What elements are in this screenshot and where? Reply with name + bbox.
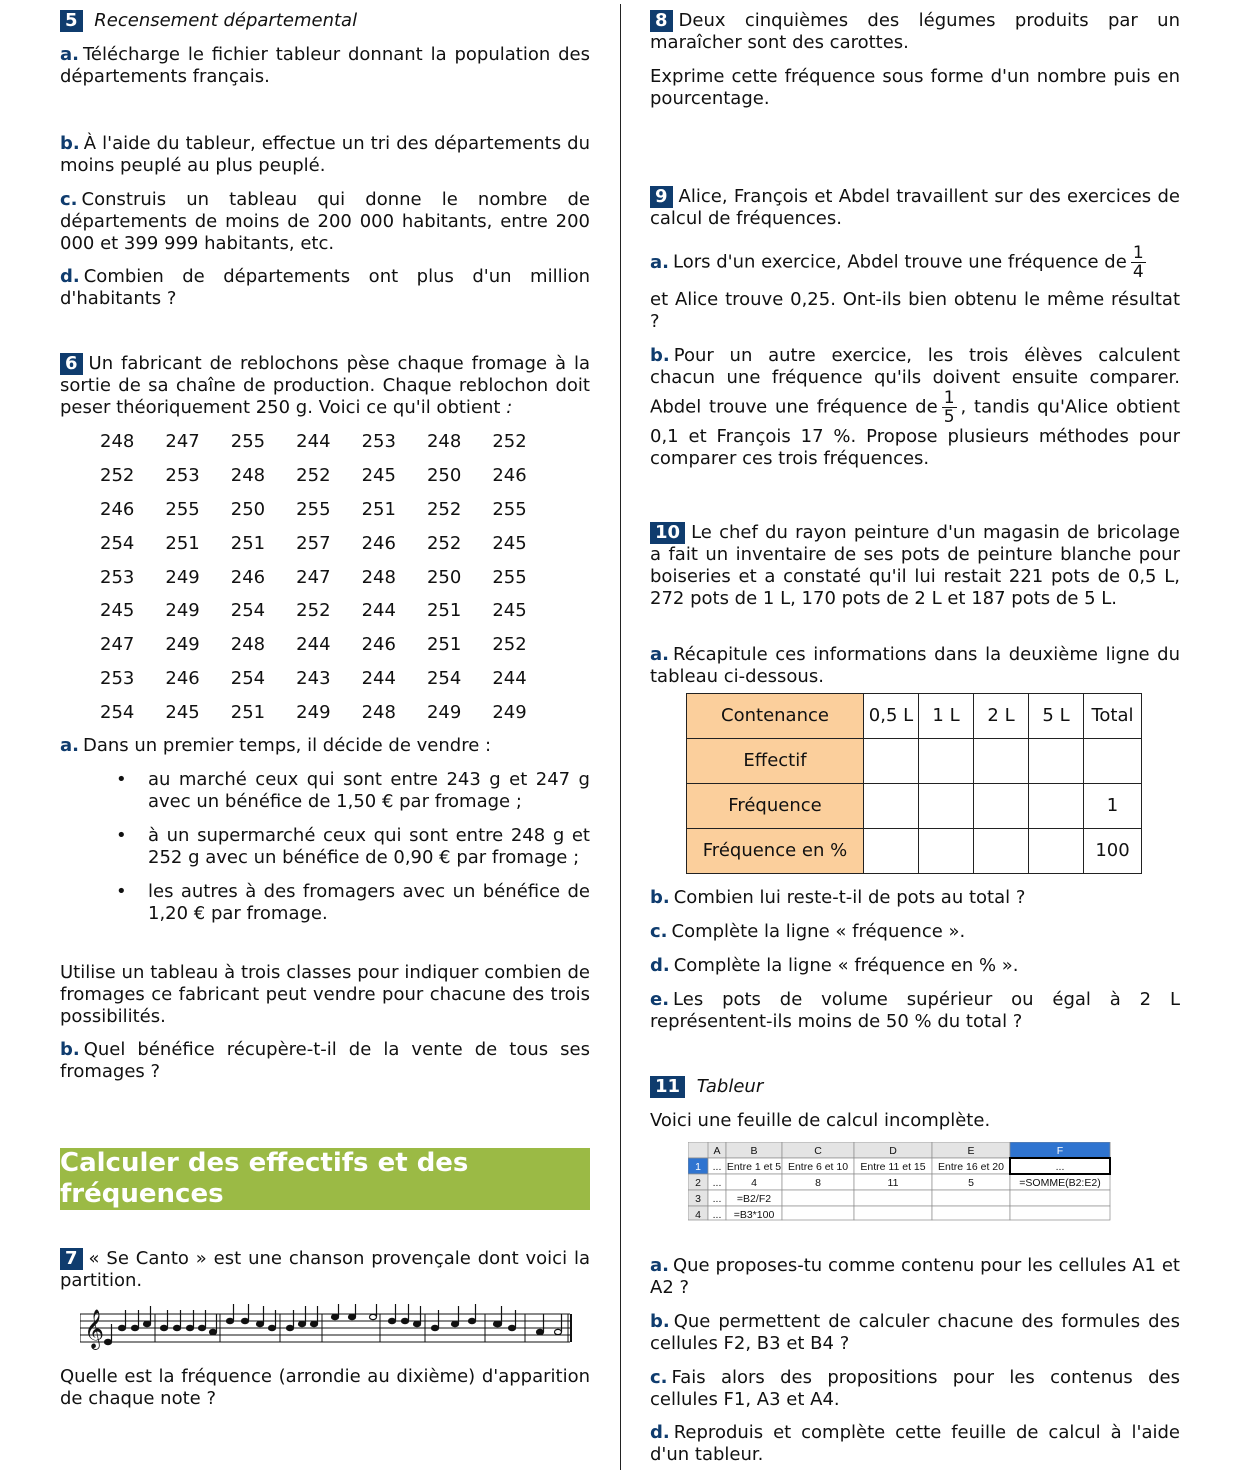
weight-cell: 255 [492, 498, 527, 520]
weight-cell: 248 [230, 464, 266, 486]
weight-cell: 248 [230, 634, 266, 656]
spreadsheet [688, 1142, 1148, 1222]
weight-cell: 247 [165, 431, 200, 452]
weight-cell: 254 [100, 702, 135, 724]
table-cell [919, 739, 974, 784]
table-cell: 1 [1084, 784, 1142, 829]
exercise-10-part-d: d. Complète la ligne « fréquence en % ». [650, 955, 1019, 976]
weight-cell: 244 [361, 600, 396, 622]
row-header: Contenance [687, 694, 864, 739]
exercise-5-part-a: a. Télécharge le fichier tableur donnant la population des départements français. [60, 44, 590, 87]
sheet-column-label: C [814, 1145, 822, 1157]
weight-cell: 255 [230, 431, 266, 452]
weight-cell: 252 [100, 464, 135, 486]
table-cell [1029, 739, 1084, 784]
weight-cell: 248 [100, 431, 135, 452]
weight-cell: 253 [361, 431, 396, 452]
column-header: 1 L [919, 694, 974, 739]
sales-options-list [60, 769, 590, 925]
weight-cell: 247 [100, 634, 135, 656]
sheet-cell [932, 1190, 1010, 1206]
sheet-cell [1010, 1206, 1110, 1220]
weight-cell: 252 [296, 464, 331, 486]
svg-text:𝄞: 𝄞 [84, 1309, 105, 1349]
weight-cell: 250 [426, 464, 462, 486]
sheet-row-label: 2 [695, 1177, 701, 1189]
weight-cell: 246 [361, 634, 396, 656]
exercise-7-intro: 7 « Se Canto » est une chanson provençale dont voici la partition. [60, 1248, 590, 1291]
exercise-title: Tableur [696, 1076, 764, 1097]
exercise-11-header [650, 1076, 1180, 1098]
sheet-row-label: 4 [695, 1209, 701, 1221]
list-item: • à un supermarché ceux qui sont entre 248 g et 252 g avec un bénéfice de 0,90 € par fromage ; [116, 825, 590, 868]
table-row [687, 784, 1142, 829]
sheet-cell-value: ... [712, 1209, 722, 1221]
weight-cell: 251 [426, 600, 462, 622]
exercise-5-header [60, 10, 590, 32]
sheet-column-label: D [889, 1145, 897, 1157]
sheet-cell-value: ... [1055, 1161, 1065, 1173]
weight-cell: 247 [296, 566, 331, 588]
weight-cell: 252 [426, 498, 462, 520]
weight-cell: 249 [426, 702, 462, 724]
exercise-6-intro: 6 Un fabricant de reblochons pèse chaque fromage à la sortie de sa chaîne de production. Chaque reblochon doit peser théoriquement 250 g. Voici ce qu'il obtient : [60, 353, 590, 418]
table-row [687, 739, 1142, 784]
exercise-number: 10 [650, 522, 685, 544]
weight-cell: 255 [296, 498, 331, 520]
sheet-column-label: E [967, 1145, 975, 1157]
row-header: Effectif [687, 739, 864, 784]
exercise-8-question: Exprime cette fréquence sous forme d'un nombre puis en pourcentage. [650, 66, 1180, 109]
weight-cell: 245 [492, 600, 527, 622]
table-cell [919, 784, 974, 829]
weight-cell: 245 [165, 702, 200, 724]
sheet-cell [782, 1206, 854, 1220]
weight-cell: 249 [492, 702, 527, 724]
weight-cell: 244 [492, 668, 527, 690]
sheet-cell-value: ... [712, 1161, 722, 1173]
column-header: 0,5 L [864, 694, 919, 739]
weight-cell: 249 [165, 634, 200, 656]
exercise-number: 5 [60, 10, 83, 32]
weight-cell: 246 [361, 532, 396, 554]
weight-cell: 252 [492, 431, 527, 452]
table-row [687, 829, 1142, 874]
weight-cell: 255 [492, 566, 527, 588]
sheet-cell-value: Entre 11 et 15 [860, 1161, 926, 1173]
sheet-column-label: B [750, 1145, 758, 1157]
weight-cell: 251 [165, 532, 200, 554]
weight-cell: 249 [296, 702, 331, 724]
sheet-cell-value: 8 [815, 1177, 821, 1189]
weight-cell: 252 [426, 532, 462, 554]
weight-cell: 248 [361, 566, 396, 588]
exercise-number: 7 [60, 1248, 83, 1270]
music-score [80, 1304, 592, 1354]
exercise-7-question: Quelle est la fréquence (arrondie au dixième) d'apparition de chaque note ? [60, 1366, 590, 1409]
table-cell [864, 784, 919, 829]
weight-cell: 245 [492, 532, 527, 554]
sheet-column-label: F [1056, 1145, 1064, 1157]
exercise-number: 11 [650, 1076, 685, 1098]
paint-table [686, 693, 1142, 874]
table-cell [974, 829, 1029, 874]
exercise-6-part-b: b. Quel bénéfice récupère-t-il de la vente de tous ses fromages ? [60, 1039, 590, 1082]
sheet-cell [854, 1206, 932, 1220]
weight-cell: 251 [426, 634, 462, 656]
weight-cell: 245 [361, 464, 396, 486]
exercise-11-part-d: d. Reproduis et complète cette feuille de calcul à l'aide d'un tableur. [650, 1422, 1180, 1465]
column-divider [620, 4, 621, 1470]
table-cell [974, 784, 1029, 829]
exercise-9-part-a: a. Lors d'un exercice, Abdel trouve une fréquence de $\frac{1}{4}$ [650, 243, 1144, 282]
sheet-row-label: 3 [695, 1193, 701, 1205]
list-item: • les autres à des fromagers avec un bénéfice de 1,20 € par fromage. [116, 881, 590, 924]
weight-cell: 254 [426, 668, 462, 690]
weight-cell: 248 [426, 431, 462, 452]
weight-cell: 246 [165, 668, 200, 690]
weights-table [100, 431, 558, 736]
exercise-9-part-a-cont: et Alice trouve 0,25. Ont-ils bien obtenu le même résultat ? [650, 289, 1180, 332]
weight-cell: 253 [165, 464, 200, 486]
table-row [687, 694, 1142, 739]
table-cell [919, 829, 974, 874]
fraction: $\frac{1}{4}$ [1132, 243, 1144, 282]
exercise-10-part-c: c. Complète la ligne « fréquence ». [650, 921, 966, 942]
sheet-column-label: A [713, 1145, 721, 1157]
exercise-9-intro: 9 Alice, François et Abdel travaillent sur des exercices de calcul de fréquences. [650, 186, 1180, 229]
sheet-cell-value: Entre 6 et 10 [787, 1161, 849, 1173]
sheet-cell-value: =SOMME(B2:E2) [1019, 1177, 1101, 1189]
sheet-cell-value: 4 [751, 1177, 757, 1189]
exercise-5-part-d: d. Combien de départements ont plus d'un million d'habitants ? [60, 266, 590, 309]
sheet-cell-value: 5 [968, 1177, 974, 1189]
weight-cell: 249 [165, 566, 200, 588]
sheet-cell-value: Entre 16 et 20 [938, 1161, 1004, 1173]
weight-cell: 244 [361, 668, 396, 690]
exercise-11-part-c: c. Fais alors des propositions pour les contenus des cellules F1, A3 et A4. [650, 1367, 1180, 1410]
weight-cell: 251 [361, 498, 396, 520]
exercise-6-conclusion: Utilise un tableau à trois classes pour indiquer combien de fromages ce fabricant peut vendre pour chacune des trois possibilités. [60, 962, 590, 1027]
table-cell [864, 829, 919, 874]
exercise-11-part-a: a. Que proposes-tu comme contenu pour les cellules A1 et A2 ? [650, 1255, 1180, 1298]
row-header: Fréquence [687, 784, 864, 829]
row-header: Fréquence en % [687, 829, 864, 874]
exercise-11-intro: Voici une feuille de calcul incomplète. [650, 1110, 991, 1131]
weight-cell: 245 [100, 600, 135, 622]
weight-cell: 246 [100, 498, 135, 520]
exercise-5-part-c: c. Construis un tableau qui donne le nombre de départements de moins de 200 000 habitants, entre 200 000 et 399 999 habitants, etc. [60, 189, 590, 254]
column-header: Total [1084, 694, 1142, 739]
exercise-number: 6 [60, 353, 83, 375]
exercise-number: 8 [650, 10, 673, 32]
weight-cell: 253 [100, 566, 135, 588]
column-header: 2 L [974, 694, 1029, 739]
column-header: 5 L [1029, 694, 1084, 739]
sheet-cell-value: 11 [887, 1177, 899, 1189]
weight-cell: 244 [296, 431, 331, 452]
exercise-5-part-b: b. À l'aide du tableur, effectue un tri des départements du moins peuplé au plus peuplé. [60, 133, 590, 176]
table-cell [1029, 829, 1084, 874]
weight-cell: 244 [296, 634, 331, 656]
weight-cell: 254 [230, 668, 266, 690]
exercise-number: 9 [650, 186, 673, 208]
weight-cell: 252 [492, 634, 527, 656]
exercise-10-part-b: b. Combien lui reste-t-il de pots au total ? [650, 887, 1026, 908]
weight-cell: 249 [165, 600, 200, 622]
exercise-10-part-e: e. Les pots de volume supérieur ou égal à 2 L représentent-ils moins de 50 % du total ? [650, 989, 1180, 1032]
weight-cell: 255 [165, 498, 200, 520]
sheet-cell [1010, 1190, 1110, 1206]
table-cell [1084, 739, 1142, 784]
exercise-6-part-a: a. Dans un premier temps, il décide de vendre : [60, 735, 492, 756]
weight-cell: 251 [230, 702, 266, 724]
table-cell: 100 [1084, 829, 1142, 874]
weight-cell: 257 [296, 532, 331, 554]
exercise-11-part-b: b. Que permettent de calculer chacune des formules des cellules F2, B3 et B4 ? [650, 1311, 1180, 1354]
weight-cell: 252 [296, 600, 331, 622]
sheet-cell-value: =B2/F2 [736, 1193, 772, 1205]
weight-cell: 246 [230, 566, 266, 588]
sheet-cell-value: ... [712, 1177, 722, 1189]
weight-cell: 246 [492, 464, 527, 486]
weight-cell: 251 [230, 532, 266, 554]
sheet-cell [932, 1206, 1010, 1220]
sheet-cell-value: Entre 1 et 5 [726, 1161, 782, 1173]
sheet-row-label: 1 [695, 1161, 701, 1173]
weight-cell: 243 [296, 668, 331, 690]
sheet-cell-value: ... [712, 1193, 722, 1205]
list-item: • au marché ceux qui sont entre 243 g et 247 g avec un bénéfice de 1,50 € par fromage ; [116, 769, 590, 812]
weight-cell: 253 [100, 668, 135, 690]
exercise-title: Recensement départemental [94, 10, 358, 31]
fraction: $\frac{1}{5}$ [943, 388, 955, 427]
exercise-10-intro: 10 Le chef du rayon peinture d'un magasin de bricolage a fait un inventaire de ses pots de peinture blanche pour boiseries et a constaté qu'il lui restait 221 pots de 0,5 L, 272 pots de 1 L, 170 pots de 2 L et 187 pots de 5 L. [650, 522, 1180, 609]
exercise-8-text: 8 Deux cinquièmes des légumes produits par un maraîcher sont des carottes. [650, 10, 1180, 53]
exercise-10-part-a: a. Récapitule ces informations dans la deuxième ligne du tableau ci-dessous. [650, 644, 1180, 687]
weight-cell: 250 [230, 498, 266, 520]
exercise-9-part-b: b. Pour un autre exercice, les trois élèves calculent chacun une fréquence qu'ils doivent ensuite comparer. Abdel trouve une fréquence de $\frac{1}{5}$ , tandis qu'Alice obtient 0,1 et François 17 %. Propose plusieurs méthodes pour comparer ces trois fréquences. [650, 345, 1180, 469]
weight-cell: 254 [230, 600, 266, 622]
sheet-cell [854, 1190, 932, 1206]
sheet-cell [782, 1190, 854, 1206]
weight-cell: 250 [426, 566, 462, 588]
section-title: Calculer des effectifs et des fréquences [60, 1148, 590, 1210]
table-cell [1029, 784, 1084, 829]
sheet-cell-value: =B3*100 [733, 1209, 775, 1221]
weight-cell: 248 [361, 702, 396, 724]
table-cell [974, 739, 1029, 784]
table-cell [864, 739, 919, 784]
weight-cell: 254 [100, 532, 135, 554]
